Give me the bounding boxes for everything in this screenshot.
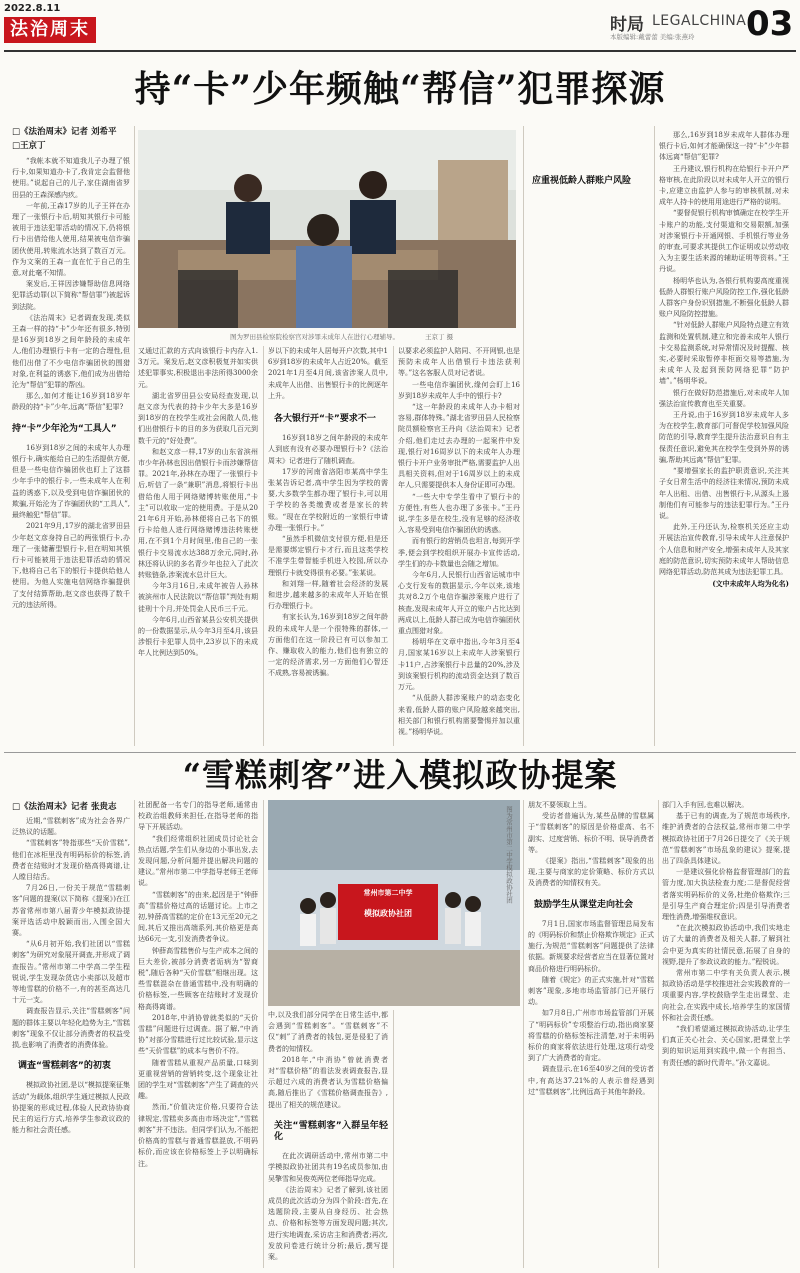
- article2-col5: 部门入手有回,也难以解决。 基于已有的调查,为了规范市场秩序,维护消费者的合法权益,常州市第二中学模拟政协社团于7月26日提交了《关于规范“雪糕刺客”市场乱象的建议》提案,提出了四条具体建议。 一是建议强化价格监督管理部门的监管力度,加大执法检查力度;二是督促经营者落实明码标价的义务,杜绝价格欺诈;三是引导生产商合理定价;四是引导消费者理性消费,增强维权意识。 “在此次模拟政协活动中,我们实地走访了大量的消费者及相关人群,了解到社会中更为真实的社情民意,拓展了自身的视野,提升了参政议政的能力。”程锐说。 常州市第二中学有关负责人表示,模拟政协活动是学校推进社会实践教育的一项重要内容,学校鼓励学生走出课堂、走向社会,在实践中成长,培养学生的家国情怀和社会责任感。 “我们希望通过模拟政协活动,让学生们真正关心社会、关心国家,把课堂上学到的知识运用到实践中,做一个有担当、有责任感的新时代青年。”孙文嘉说。: [662, 801, 790, 1067]
- paper-name: 法治周末: [10, 19, 90, 40]
- article1-photo: [138, 130, 516, 328]
- article2-photo: [268, 800, 520, 1006]
- paper-logo: [4, 17, 96, 43]
- article2-col3b: [398, 1010, 518, 1266]
- article2-photo-banner-2: 模拟政协社团: [364, 909, 412, 918]
- article1-subhead-3: 应重视低龄人群账户风险: [532, 176, 632, 186]
- article1-subhead-2: 各大银行开“卡”要求不一: [274, 414, 376, 425]
- masthead: [0, 0, 800, 56]
- masthead-rule: [4, 50, 796, 52]
- article2-col3: 中,以及我们部分同学在日常生活中,都会遇到“雪糕刺客”。“雪糕刺客”不仅“刺”了消费者的钱包,更是侵犯了消费者的知情权。 2018年,“中消协”曾就消费者对“雪糕价格”的看法发表调查报告,显示超过六成的消费者认为雪糕价格偏高,随后推出了《雪糕价格调查报告》,提出了相关的规范建议。 关注“雪糕刺客”入群呈年轻化 在此次调研活动中,常州市第二中学模拟政协社团共有19名成员参加,由吴擎雪和吴俊英两位老师指导完成。 《法治周末》记者了解到,该社团成员的此次活动分为四个阶段:首先,在选题阶段,主要从自身经历、社会热点、价格和标签等方面发现问题;其次,进行实地调查,采访店主和消费者;再次,发放问卷进行统计分析;最后,撰写提案。: [268, 1011, 388, 1262]
- article2-col2: 社团配备一名专门的指导老师,通常由校政治组教师来担任,在指导老师的指导下开展活动。 “我们经常组织社团成员讨论社会热点话题,学生们从身边的小事出发,去发现问题,分析问题并提出解决问题的建议。”常州市第二中学指导老师王老师说。 “雪糕刺客”的由来,起因是于“钟薛高”雪糕价格过高的话题讨论。上市之初,钟薛高雪糕的定价在13元至20元之间,其后又推出高端系列,其价格更是高达66元一支,引发消费者争议。 钟薛高雪糕售价与生产成本之间的巨大差价,被部分消费者诟病为“智商税”,随后各种“天价雪糕”相继出现。这些雪糕混杂在普通雪糕中,没有明确的价格标签,一些顾客在结账时才发现价格高得离谱。 2018年,中消协曾就类似的“天价雪糕”问题进行过调查。据了解,“中消协”对部分雪糕进行过比较试验,显示这些“天价雪糕”的成本与售价不符。 随着雪糕从重视产品质量,口味到更重视营销的营销转变,这个现象让社团的学生对“雪糕刺客”产生了调查的兴趣。 然而,“价值决定价格,只要符合法律规定,雪糕卖多高由市场决定”,“雪糕刺客”并不违法。但同学们认为,不能把价格高的雪糕与普通雪糕混放,不明码标价,而应该在价格标签上予以明确标注。: [138, 801, 258, 1168]
- article2-subhead-3: 鼓励学生从课堂走向社会: [534, 899, 634, 910]
- article1-col5: [528, 196, 650, 746]
- court-photo-illustration: [138, 130, 516, 328]
- article1-headline: 持“卡”少年频触“帮信”犯罪探源: [134, 68, 666, 110]
- article2-photo-caption: 图为常州市第二中学模拟政协社团: [505, 806, 513, 904]
- article1-subhead-1: 持“卡”少年沦为“工具人”: [12, 423, 117, 434]
- article1-col6: 那么,16岁到18岁未成年人群体办理银行卡后,如何才能确保这一持“卡”少年群体远离“帮信”犯罪? 王丹建议,银行机构在给银行卡开户严格审核,在此阶段以对未成年人开立的银行卡,应建立由监护人参与的审核机制,对未成年人持卡的使用用途进行严格的说明。 “要督促银行机构审慎确定在校学生开卡账户的功能,支付渠道和交易限额,加强对涉案银行卡开通网银、手机银行等业务的审查,可要求其提供工作证明或以劳动收入为主要生活来源的辅助证明等资料。”王丹说。 杨明华也认为,各银行机构要高度重视低龄人群银行账户风险防控工作,强化低龄人群客户身份识别措施,不断强化低龄人群账户风险防控措施。 “针对低龄人群账户风险特点建立有效监测和处置机制,建立和完善未成年人银行卡交易监测系统,对异常情况及时提醒、核实,必要时采取暂停非柜面交易等措施,为未成年人及起到预防网络犯罪“防护墙”。”杨明华说。 银行在做好防范措施后,对未成年人加强法治宣传教育也至关重要。 王丹说,由于16岁到18岁未成年人多为在校学生,教育部门可督促学校加强风险防范的引导,教育学生提升法治意识自有主保责任意识,避免其在校学生受到外界的诱骗,帮助其远离“帮信”犯罪。 “要增强家长的监护职责意识,关注其子女日常生活中的经济往来情况,预防未成年人出租、出借、出售银行卡,从源头上遏制他们有可能参与的违法犯罪行为。”王丹说。 此外,王丹还认为,检察机关还应主动开展法治宣传教育,引导未成年人注意保护个人信息和财产安全,增强未成年人及其家庭的防范意识,切实预防未成年人帮助信息网络犯罪活动,防范其成为违法犯罪工具。 (文中未成年人均为化名): [659, 131, 789, 589]
- article2-subhead-1: 调查“雪糕刺客”的初衷: [18, 1061, 111, 1072]
- article2-byline-1: □《法治周末》记者 张贵志: [12, 802, 117, 812]
- issue-date: 2022.8.11: [4, 3, 61, 14]
- section-en: LEGALCHINA: [652, 13, 747, 29]
- article1-col3: 岁以下的未成年人居每开户次数,其中16岁到18岁的未成年人占近20%。截至2021年1月至4月间,该省涉案人员中,未成年人出借、出售银行卡的比例逐年上升。 各大银行开“卡”要求不一 16岁到18岁之间年龄段的未成年人到底有没有必要办理银行卡?《法治周末》记者进行了随机调查。 17岁的河南省洛阳市某高中学生张某告诉记者,高中学生因为学校的需要,大多数学生都办理了银行卡,可以用于学校的各类缴费或者是家长的转账。“现在在学校附近的一家银行申请办理一张银行卡。” “虽然手机微信支付很方便,但是还是需要绑定银行卡才行,而且这类学校不准学生带智能手机进入校园,所以办理银行卡就变得很有必要。”张某说。 和刘翔一样,随着社会经济的发展和进步,越来越多的未成年人开始在银行办理银行卡。 有家长认为,16岁到18岁之间年龄段的未成年人是一个很特殊的群体,一方面他们在这一阶段已有可以参加工作、赚取收入的能力,他们也有独立的一定的经济需求,另一方面他们心智还不成熟,容易被诱骗。: [268, 347, 388, 678]
- editor-line: 本版编辑:戴蕾蕾 美编:张燕玲: [610, 33, 695, 41]
- article2-headline: “雪糕刺客”进入模拟政协提案: [182, 756, 618, 794]
- article2-subhead-2: 关注“雪糕刺客”入群呈年轻化: [274, 1120, 388, 1143]
- article1-photo-credit: 王京丁 摄: [425, 333, 454, 341]
- article1-photo-caption: 图为罗田县检察院检察官对涉罪未成年人在进行心理辅导。: [230, 333, 399, 341]
- article1-col4: 以要求必须监护人陪同、不开网银,也是预防未成年人出借银行卡违法获利等。”这名客服人员对记者说。 一些电信诈骗团伙,缘何会盯上16岁到18岁未成年人手中的银行卡? “这一年龄段的未成年人办卡相对容易,群体特殊。”湖北省罗田县人民检察院员额检察官王丹向《法治周末》记者介绍,他们走过去办理的一起案件中发现,银行对16周岁以下的未成年人办理银行卡开户业务审批严格,需要监护人出具相关资料,但对于16周岁以上的未成年人,只需要提供本人身份证即可办理。 “一些大中专学生看中了银行卡的方便性,有些人也办理了多张卡。”王丹说,学生多是在校生,没有足够的经济收入,容易受到电信诈骗团伙的诱惑。 而有银行的营销员也坦言,每到开学季,便会到学校组织开展办卡宣传活动,学生们的办卡数量也会随之增加。 今年6月,人民银行山西省运城市中心支行发布的数据显示,今年以来,该地共对8.2万个电信诈骗涉案账户进行了核查,发现未成年人开立的账户占比达到两成以上,低龄人群已成为电信诈骗团伙重点围猎对象。 杨明华在文章中指出,今年3月至4月,国家某16岁以上未成年人涉案银行卡11户,占涉案银行卡总量的20%,涉及到该案银行机构的流动资金达到了数百万元。 “从低龄人群涉案账户的动态变化来看,低龄人群的账户风险越来越突出,相关部门和银行机构需要警惕并加以重视。”杨明华说。: [398, 347, 520, 736]
- article1-byline-1: □《法治周末》记者 刘希平: [12, 127, 117, 137]
- article2-photo-banner-1: 常州市第二中学: [363, 889, 413, 897]
- page-number: 03: [746, 4, 794, 44]
- article1-col1: “我帐本就不知道我儿子办理了银行卡,如果知道办卡了,我肯定会监督他使用。”说起自己的儿子,家住湖南省罗田县的王森深感内疚。 一年前,王森17岁的儿子王祥在办理了一张银行卡后,明知其银行卡可能被用于违法犯罪活动的情况下,仍将银行卡出借给他人使用,结果被电信诈骗团伙使用,转账流水达到了数百万元。作为文案的王森一直在忙于自己的生意,对此毫不知情。 案发后,王祥因涉嫌帮助信息网络犯罪活动罪(以下简称“帮信罪”)被起诉到法院。 《法治周末》记者调查发现,类似王森一样的持“卡”少年还有很多,特别是16岁到18岁之间年龄段的未成年人,他们办理银行卡有一定的合理性,但他们出借了不少电信诈骗团伙的围猎对象,在利益的诱惑下,他们成为出借给沦为“帮信”犯罪的帮凶。 那么,如何才能让16岁到18岁年龄段的持“卡”少年,远离“帮信”犯罪? 持“卡”少年沦为“工具人” 16岁到18岁之间的未成年人办理银行卡,确实能给自己的生活提供方便,但是一些电信诈骗团伙也盯上了这群少年手中的银行卡,一些未成年人在利益的诱惑下,以及受到电信诈骗团伙的欺骗,开始沦为了诈骗团伙的“工具人”,最终触犯“帮信”罪。 2021年9月,17岁的湖北省罗田县少年赵文彦身持自己的两张银行卡,办理了一张储蓄型银行卡,但在明知其银行卡可能被用于违法犯罪活动的情况下,他将自己名下的银行卡提供给他人使用。为他人实施电信网络诈骗提供了支付结算帮助,赵文彦也获得了数千元的违法所得。: [12, 157, 130, 609]
- section-name: 时局: [610, 15, 644, 35]
- club-photo-illustration: [268, 800, 520, 1006]
- article1-col2: 又通过汇款的方式向该银行卡内存入1.3万元。案发后,赵文彦积极复并如实供述犯罪事实,积极退出非法所得3000余元。 湖北省罗田县公安局经查发现,以赵文彦为代表的持卡少年大多是16岁到18岁的在校学生或社会闲散人员,他们出借银行卡的目的多为获取几百元到数千元的“好处费”。 和赵文彦一样,17岁的山东省滨州市少年孙林也因出借银行卡而涉嫌帮信罪。2021年,孙林在办理了一张银行卡后,听信了一条“兼职”消息,将银行卡出借给他人用于网络赌博转账使用,“卡主”可以收取一定的使用费。于是从2021年6月开始,孙林便将自己名下的银行卡给他人进行网络赌博违法转账使用,在不到1个月时间里,他自己的一张银行卡交易流水达388万余元,同时,孙林还将认识的多名青少年也拉入了此次转账链条,涉案流水总计巨大。 今年3月16日,未成年被告人孙林被滨州市人民法院以“帮信罪”判处有期徒刑十个月,并处罚金人民币三千元。 今年6月,山西省某县公安机关提供的一份数据显示,从今年3月至4月,该县涉银行卡犯罪人员中,23岁以下的未成年人比例达到50%。: [138, 347, 258, 658]
- article2-col4: 朋友不要领取上当。 受访者普遍认为,某些品牌的雪糕属于“雪糕刺客”的原因是价格虚高、名不副实、过度营销、标价不明、误导消费者等。 《提案》指出,“雪糕刺客”现象的出现,主要与商家的定价策略、标价方式以及消费者的知情权有关。 鼓励学生从课堂走向社会 7月1日,国家市场监督管理总局发布的《明码标价和禁止价格欺诈规定》正式施行,为规范“雪糕刺客”问题提供了法律依据。新规要求经营者应当在显著位置对商品价格进行明码标价。 随着《规定》的正式实施,针对“雪糕刺客”现象,多地市场监管部门已开展行动。 如7月8日,广州市市场监管部门开展了“明码标价”专项整治行动,指出商家要将雪糕的价格标签标注清楚,对于未明码标价的商家将依法进行处理,这项行动受到了广大消费者的肯定。 调查显示,在16至40岁之间的受访者中,有高达37.21%的人表示曾经遇到过“雪糕刺客”,比例远高于其他年龄段。: [528, 801, 654, 1096]
- article2-col1: 近期,“雪糕刺客”成为社会各界广泛热议的话题。 “雪糕刺客”特指那些“天价雪糕”,他们在冰柜里没有明码标价的标签,消费者在结账时才发现价格高得离谱,让人瞠目结舌。 7月26日,一份关于规范“雪糕刺客”问题的提案(以下简称《提案》)在江苏省常州市第八届青少年模拟政协提案评选活动中脱颖而出,入围全国大赛。 “从6月初开始,我们社团以“雪糕刺客”为研究对象展开调查,并形成了调查报告。”常州市第二中学高二学生程锐说,学生发现杂货店小卖部以及超市等地雪糕的价格不一,有的甚至高达几十元一支。 调查报告显示,关注“雪糕刺客”问题的群体主要以年轻化趋势为主,“雪糕刺客”现象不仅让部分消费者的权益受损,也影响了消费者的消费体验。 调查“雪糕刺客”的初衷 模拟政协社团,是以“模拟提案征集活动”为载体,组织学生通过模拟人民政协提案的形成过程,体验人民政协协商民主的运行方式,培养学生参政议政的能力和社会责任感。: [12, 817, 130, 1135]
- article1-end-note: (文中未成年人均为化名): [712, 579, 789, 589]
- article1-byline-2: □王京丁: [12, 141, 46, 151]
